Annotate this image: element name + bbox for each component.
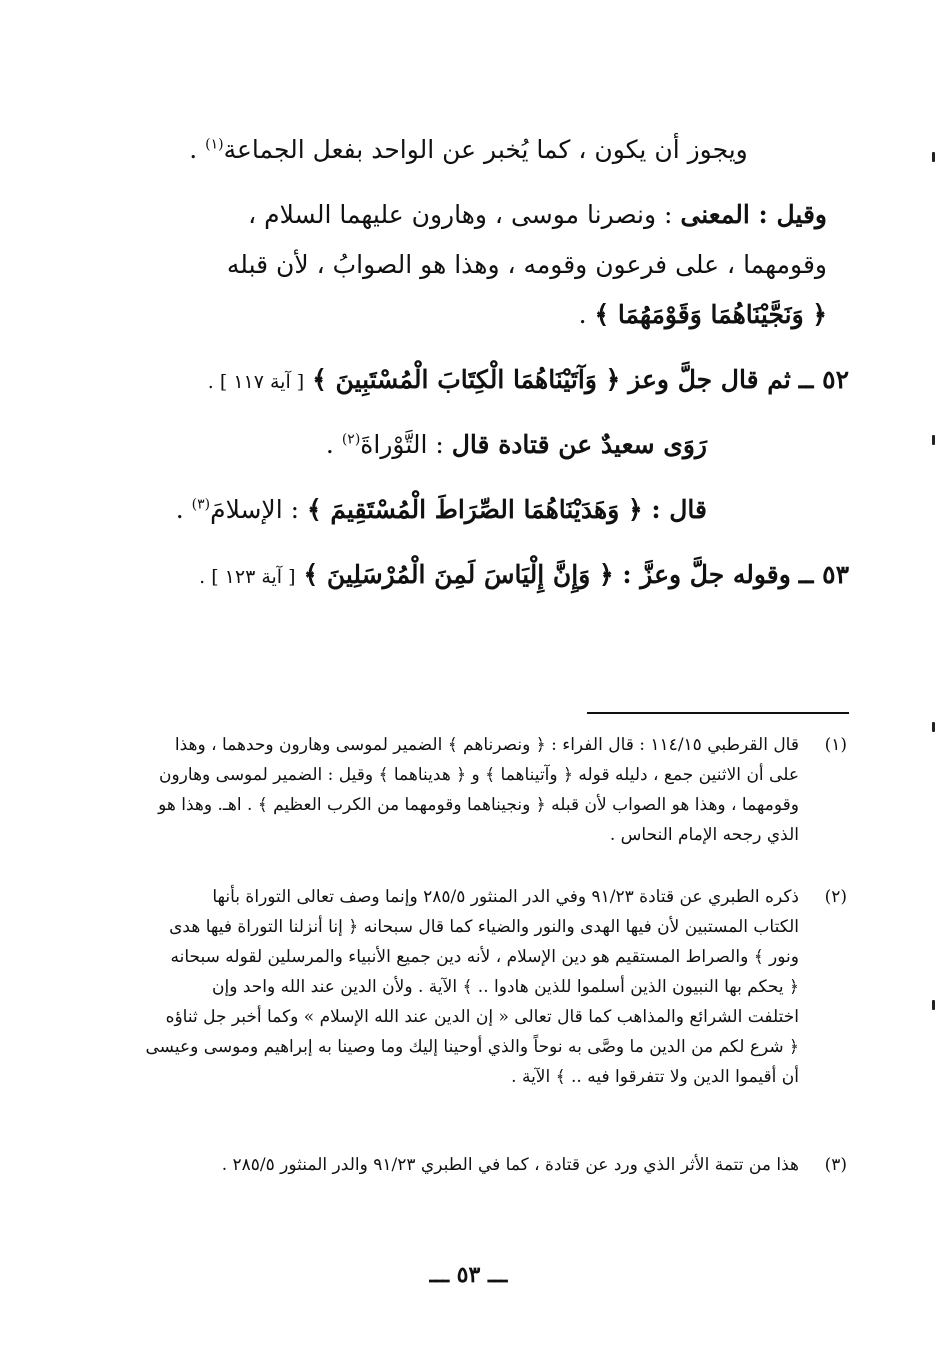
footnote-divider (587, 712, 849, 714)
footnote-number: (٣) (824, 1155, 847, 1175)
scan-edge-mark (932, 722, 935, 732)
scan-edge-mark (932, 435, 935, 445)
main-line-2 (77, 195, 827, 235)
entry-number-52: ٥٢ ــ (798, 365, 849, 394)
line5-lead: ثم قال جلَّ وعز (628, 365, 791, 394)
line7-text: : الإسلامَ (210, 495, 307, 524)
footnote-text: الكتاب المستبين لأن فيها الهدى والنور والضياء كما قال سبحانه ﴿ إنا أنزلنا التوراة فيها هدى (169, 917, 799, 937)
line8-ayah-ref: [ آية ١٢٣ ] . (199, 566, 296, 588)
page-number: ـــ ٥٣ ـــ (429, 1262, 508, 1288)
line1-end: . (189, 135, 206, 164)
line6-text: : التَّوْراةَ (360, 430, 452, 459)
footnote-text: الذي رجحه الإمام النحاس . (609, 825, 799, 845)
footnote-3 (87, 1150, 847, 1180)
footnote-1 (87, 730, 847, 850)
footnote-ref-2[interactable]: (٢) (341, 431, 361, 448)
main-line-4 (77, 295, 827, 335)
line8-verse: : ﴿ وَإِنَّ إِلْيَاسَ لَمِنَ الْمُرْسَلِينَ ﴾ (303, 560, 641, 589)
footnote-text: ﴿ يحكم بها النبيون الذين أسلموا للذين هادوا .. ﴾ الآية . ولأن الدين عند الله واحد وإن (212, 977, 799, 997)
footnote-text: وقومهما ، وهذا هو الصواب لأن قبله ﴿ ونجيناهما وقومهما من الكرب العظيم ﴾ . اهـ. وهذا هو (158, 795, 799, 815)
line7-lead: قال (669, 495, 707, 524)
footnote-text: ونور ﴾ والصراط المستقيم هو دين الإسلام ، لأنه دين جميع الأنبياء والمرسلين لقوله سبحانه (170, 947, 799, 967)
line4-end: . (578, 300, 595, 329)
scan-edge-mark (932, 152, 935, 162)
main-line-5 (99, 360, 849, 402)
footnote-text: ﴿ شرع لكم من الدين ما وصَّى به نوحاً والذي أوحينا إليك وما وصينا به إبراهيم وموسى وعيسى (145, 1037, 799, 1057)
line1-text: ويجوز أن يكون ، كما يُخبر عن الواحد بفعل الجماعة (223, 135, 748, 164)
footnote-text: اختلفت الشرائع والمذاهب كما قال تعالى « إن الدين عند الله الإسلام » وكما أخبر جل ثناؤه (165, 1007, 799, 1027)
footnote-ref-3[interactable]: (٣) (191, 496, 211, 513)
main-line-8 (99, 555, 849, 597)
footnote-text: أن أقيموا الدين ولا تتفرقوا فيه .. ﴾ الآية . (511, 1067, 799, 1087)
line5-verse: ﴿ وَآتَيْنَاهُمَا الْكِتَابَ الْمُسْتَبِينَ ﴾ (312, 365, 621, 394)
footnote-text: قال القرطبي ١١٤/١٥ : قال الفراء : ﴿ ونصرناهم ﴾ الضمير لموسى وهارون وحدهما ، وهذا (174, 735, 799, 755)
entry-number-53: ٥٣ ــ (798, 560, 849, 589)
footnote-number: (١) (824, 735, 847, 755)
line3-text: وقومهما ، على فرعون وقومه ، وهذا هو الصوابُ ، لأن قبله (226, 250, 827, 279)
line6-lead: رَوَى سعيدٌ عن قتادة قال (451, 430, 707, 459)
main-line-3 (77, 245, 827, 285)
footnote-ref-1[interactable]: (١) (205, 136, 224, 153)
line2-label: وقيل : المعنى (680, 200, 827, 229)
main-line-1 (0, 130, 937, 170)
line8-lead: وقوله جلَّ وعزَّ (640, 560, 791, 589)
line2-text: : ونصرنا موسى ، وهارون عليهما السلام ، (248, 200, 681, 229)
footnote-text: على أن الاثنين جمع ، دليله قوله ﴿ وآتيناهما ﴾ و ﴿ هديناهما ﴾ وقيل : الضمير لموسى وهارون (158, 765, 799, 785)
line4-verse: ﴿ وَنَجَّيْنَاهُمَا وَقَوْمَهُمَا ﴾ (594, 300, 827, 329)
line5-ayah-ref: [ آية ١١٧ ] . (207, 371, 305, 393)
main-line-7 (0, 490, 707, 530)
footnote-2 (87, 882, 847, 1092)
main-line-6 (0, 425, 707, 465)
line7-end: . (175, 495, 192, 524)
footnote-text: هذا من تتمة الأثر الذي ورد عن قتادة ، كما في الطبري ٩١/٢٣ والدر المنثور ٢٨٥/٥ . (221, 1155, 799, 1175)
line6-end: . (325, 430, 342, 459)
footnote-number: (٢) (824, 887, 847, 907)
footnote-text: ذكره الطبري عن قتادة ٩١/٢٣ وفي الدر المنثور ٢٨٥/٥ وإنما وصف تعالى التوراة بأنها (212, 887, 799, 907)
scan-edge-mark (932, 1000, 935, 1010)
line7-verse: : ﴿ وَهَدَيْنَاهُمَا الصِّرَاطَ الْمُسْتَقِيمَ ﴾ (306, 495, 670, 524)
